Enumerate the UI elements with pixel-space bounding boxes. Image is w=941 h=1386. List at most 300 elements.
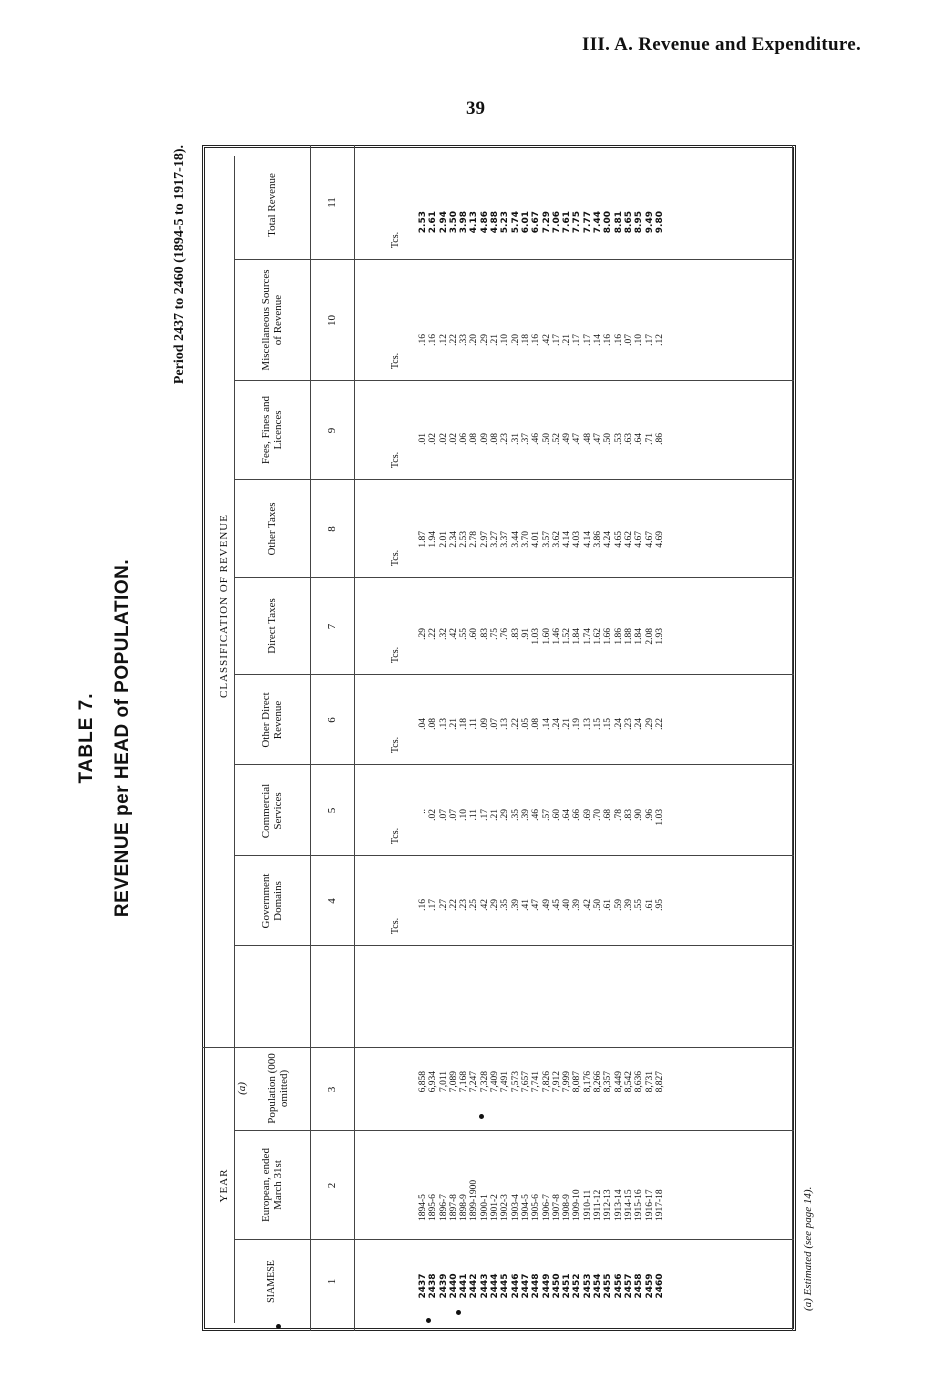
table-cell: 1899-1900 xyxy=(469,1179,480,1221)
table-cell: .59 xyxy=(613,899,624,911)
col-num-4: 4 xyxy=(326,898,338,904)
table-cell: .61 xyxy=(603,899,614,911)
table-cell: .46 xyxy=(531,433,542,445)
speck xyxy=(456,1310,461,1315)
table-cell: 7.61 xyxy=(562,211,573,234)
table-period: Period 2437 to 2460 (1894-5 to 1917-18). xyxy=(172,145,187,385)
table-cell: .86 xyxy=(654,433,665,445)
table-cell: 7,912 xyxy=(551,1071,562,1093)
table-cell: 2448 xyxy=(531,1273,542,1299)
table-cell: .17 xyxy=(644,334,655,346)
table-cell: .08 xyxy=(531,718,542,730)
table-cell: 4.65 xyxy=(613,531,624,548)
table-cell: 7,168 xyxy=(459,1071,470,1093)
table-cell: 1900-1 xyxy=(479,1194,490,1221)
col-num-7: 7 xyxy=(326,623,338,630)
table-cell: 1.84 xyxy=(572,628,583,645)
table-cell: .64 xyxy=(634,433,645,445)
table-cell: 3.98 xyxy=(459,211,470,234)
table-cell: 2452 xyxy=(572,1273,583,1299)
page-number: 39 xyxy=(466,98,485,119)
table-cell: .64 xyxy=(562,809,573,821)
table-cell: .12 xyxy=(654,334,665,346)
speck xyxy=(426,1318,431,1323)
table-cell: .52 xyxy=(551,433,562,445)
table-cell: .91 xyxy=(520,628,531,640)
table-cell: 7,011 xyxy=(438,1071,449,1093)
table-cell: .32 xyxy=(438,628,449,640)
table-cell: .42 xyxy=(541,334,552,346)
table-cell: 1.88 xyxy=(623,628,634,645)
table-cell: .11 xyxy=(469,718,480,730)
table-cell: .15 xyxy=(603,718,614,730)
table-cell: 2.94 xyxy=(438,211,449,234)
table-cell: .25 xyxy=(469,899,480,911)
table-cell: .10 xyxy=(634,334,645,346)
table-cell: .09 xyxy=(479,433,490,445)
table-cell: 2.97 xyxy=(479,531,490,548)
table-cell: 7,657 xyxy=(520,1071,531,1093)
table-cell: .13 xyxy=(582,718,593,730)
table-cell: 4.14 xyxy=(562,531,573,548)
table-cell: 1897-8 xyxy=(448,1194,459,1221)
table-cell: 1.46 xyxy=(551,628,562,645)
table-cell: 6.01 xyxy=(520,211,531,234)
table-cell: 4.69 xyxy=(654,531,665,548)
table-cell: 7,573 xyxy=(510,1071,521,1093)
table-cell: 2453 xyxy=(582,1273,593,1299)
table-cell: 1.03 xyxy=(654,809,665,826)
table-cell: 6,934 xyxy=(428,1071,439,1093)
table-cell: 1910-11 xyxy=(582,1189,593,1221)
table-cell: 1.66 xyxy=(603,628,614,645)
table-cell: .. xyxy=(418,809,428,814)
rotated-table-sheet xyxy=(76,145,814,1331)
col-num-10: 10 xyxy=(326,315,338,326)
table-cell: .07 xyxy=(490,718,501,730)
table-cell: .69 xyxy=(582,809,593,821)
table-cell: .24 xyxy=(551,718,562,730)
table-cell: .90 xyxy=(634,809,645,821)
table-cell: 1.84 xyxy=(634,628,645,645)
col-header-european: European, ended March 31st xyxy=(260,1148,284,1222)
table-cell: 2459 xyxy=(644,1273,655,1299)
table-cell: 3.44 xyxy=(510,531,521,548)
table-cell: 2.08 xyxy=(644,628,655,645)
table-cell: 1903-4 xyxy=(510,1194,521,1221)
table-cell: 2438 xyxy=(428,1273,439,1299)
table-cell: 1.60 xyxy=(541,628,552,645)
table-cell: 3.57 xyxy=(541,531,552,548)
table-cell: .60 xyxy=(469,628,480,640)
table-cell: 8,827 xyxy=(654,1071,665,1093)
table-cell: .22 xyxy=(448,334,459,346)
table-footnote: (a) Estimated (see page 14). xyxy=(802,1186,814,1311)
table-cell: .07 xyxy=(623,334,634,346)
table-cell: 1901-2 xyxy=(490,1194,501,1221)
table-cell: 7.06 xyxy=(551,211,562,234)
table-cell: .02 xyxy=(428,433,439,445)
table-cell: 8.81 xyxy=(613,211,624,234)
col-other-direct-revenue xyxy=(418,718,665,758)
col-fees-fines-licences xyxy=(418,433,665,473)
table-cell: .42 xyxy=(479,899,490,911)
table-cell: 8.00 xyxy=(603,211,614,234)
group-year: YEAR xyxy=(218,1168,230,1203)
table-cell: 2444 xyxy=(490,1273,501,1299)
table-cell: 7,491 xyxy=(500,1071,511,1093)
table-cell: .37 xyxy=(520,433,531,445)
table-cell: 2443 xyxy=(479,1273,490,1299)
table-cell: 4.62 xyxy=(623,531,634,548)
table-cell: 7,999 xyxy=(562,1071,573,1093)
table-cell: .18 xyxy=(520,334,531,346)
table-cell: 3.27 xyxy=(490,531,501,548)
table-cell: 7,409 xyxy=(490,1071,501,1093)
table-cell: .29 xyxy=(490,899,501,911)
table-cell: .13 xyxy=(438,718,449,730)
section-header: III. A. Revenue and Expenditure. xyxy=(582,34,861,55)
unit-col-11: Tcs. xyxy=(390,231,401,249)
table-cell: 1909-10 xyxy=(572,1189,583,1221)
table-cell: 2440 xyxy=(448,1273,459,1299)
table-cell: .39 xyxy=(510,899,521,911)
table-cell: 1908-9 xyxy=(562,1194,573,1221)
table-cell: .41 xyxy=(520,899,531,911)
table-cell: .17 xyxy=(479,809,490,821)
table-cell: .39 xyxy=(520,809,531,821)
table-cell: .50 xyxy=(603,433,614,445)
col-header-commercial-services: Commercial Services xyxy=(260,783,284,839)
table-cell: 1.52 xyxy=(562,628,573,645)
unit-col-9: Tcs. xyxy=(390,451,401,469)
table-cell: 3.86 xyxy=(593,531,604,548)
table-cell: .78 xyxy=(613,809,624,821)
table-cell: .16 xyxy=(428,334,439,346)
table-cell: .09 xyxy=(479,718,490,730)
table-cell: .22 xyxy=(428,628,439,640)
table-cell: .33 xyxy=(459,334,470,346)
table-cell: .47 xyxy=(593,433,604,445)
table-cell: 8,176 xyxy=(582,1071,593,1093)
table-cell: .16 xyxy=(418,899,428,911)
table-cell: 6,858 xyxy=(418,1071,428,1093)
col-direct-taxes xyxy=(418,628,665,668)
table-cell: .01 xyxy=(418,433,428,445)
table-cell: .24 xyxy=(613,718,624,730)
col-num-5: 5 xyxy=(326,807,338,814)
table-cell: 3.62 xyxy=(551,531,562,548)
table-cell: .45 xyxy=(551,899,562,911)
table-cell: 1916-17 xyxy=(644,1189,655,1221)
table-cell: .04 xyxy=(418,718,428,730)
table-cell: .22 xyxy=(510,718,521,730)
population-note: (a) xyxy=(236,1082,248,1095)
table-cell: .53 xyxy=(613,433,624,445)
table-cell: .39 xyxy=(623,899,634,911)
table-cell: .16 xyxy=(613,334,624,346)
table-cell: .40 xyxy=(562,899,573,911)
table-cell: .15 xyxy=(593,718,604,730)
table-cell: .02 xyxy=(428,809,439,821)
table-cell: 2.61 xyxy=(428,211,439,234)
table-cell: .02 xyxy=(448,433,459,445)
table-cell: .42 xyxy=(448,628,459,640)
unit-col-6: Tcs. xyxy=(390,736,401,754)
table-cell: .17 xyxy=(551,334,562,346)
table-cell: .07 xyxy=(438,809,449,821)
table-cell: 5.74 xyxy=(510,211,521,234)
table-cell: .23 xyxy=(500,433,511,445)
col-commercial-services xyxy=(418,809,665,849)
col-header-fees-fines-licences: Fees, Fines and Licences xyxy=(260,395,284,465)
table-cell: 1907-8 xyxy=(551,1194,562,1221)
table-cell: .35 xyxy=(510,809,521,821)
col-government-domains xyxy=(418,899,665,939)
table-cell: .18 xyxy=(459,718,470,730)
table-cell: .08 xyxy=(428,718,439,730)
col-header-other-taxes: Other Taxes xyxy=(266,502,278,556)
table-cell: .20 xyxy=(510,334,521,346)
table-cell: 2445 xyxy=(500,1273,511,1299)
table-cell: 2442 xyxy=(469,1273,480,1299)
table-cell: .21 xyxy=(448,718,459,730)
table-cell: 2447 xyxy=(520,1273,531,1299)
table-cell: 2450 xyxy=(551,1273,562,1299)
table-cell: .21 xyxy=(562,334,573,346)
table-cell: 8,636 xyxy=(634,1071,645,1093)
group-classification: CLASSIFICATION OF REVENUE xyxy=(218,514,230,698)
table-cell: 1896-7 xyxy=(438,1194,449,1221)
table-cell: .35 xyxy=(500,899,511,911)
table-cell: .08 xyxy=(490,433,501,445)
table-cell: 4.01 xyxy=(531,531,542,548)
table-cell: 2449 xyxy=(541,1273,552,1299)
table-cell: 7,328 xyxy=(479,1071,490,1093)
table-cell: .07 xyxy=(448,809,459,821)
table-cell: 2.53 xyxy=(418,211,428,234)
table-cell: .71 xyxy=(644,433,655,445)
table-cell: 2454 xyxy=(593,1273,604,1299)
col-misc-sources xyxy=(418,334,665,374)
table-cell: .55 xyxy=(634,899,645,911)
col-num-6: 6 xyxy=(326,717,338,723)
col-header-siamese: SIAMESE xyxy=(266,1260,277,1303)
table-cell: .31 xyxy=(510,433,521,445)
table-cell: 2.78 xyxy=(469,531,480,548)
table-cell: .22 xyxy=(654,718,665,730)
col-header-direct-taxes: Direct Taxes xyxy=(266,598,278,654)
table-cell: 1915-16 xyxy=(634,1189,645,1221)
table-cell: .29 xyxy=(418,628,428,640)
col-num-9: 9 xyxy=(326,427,338,434)
table-cell: .46 xyxy=(531,809,542,821)
table-cell: .21 xyxy=(490,334,501,346)
table-cell: .68 xyxy=(603,809,614,821)
table-cell: .21 xyxy=(562,718,573,730)
table-cell: 7.44 xyxy=(593,211,604,234)
table-cell: 2439 xyxy=(438,1273,449,1299)
table-cell: 8.95 xyxy=(634,211,645,234)
table-cell: 8,731 xyxy=(644,1071,655,1093)
table-cell: .39 xyxy=(572,899,583,911)
table-cell: 2457 xyxy=(623,1273,634,1299)
table-cell: .27 xyxy=(438,899,449,911)
speck xyxy=(479,1114,484,1119)
table-cell: .24 xyxy=(634,718,645,730)
table-cell: 1.87 xyxy=(418,531,428,548)
table-cell: .13 xyxy=(500,718,511,730)
table-cell: .29 xyxy=(644,718,655,730)
table-cell: 1917-18 xyxy=(654,1189,665,1221)
table-cell: 2.01 xyxy=(438,531,449,548)
table-cell: 7,741 xyxy=(531,1071,542,1093)
table-cell: 2441 xyxy=(459,1273,470,1299)
table-cell: .63 xyxy=(623,433,634,445)
table-cell: .10 xyxy=(500,334,511,346)
table-cell: .95 xyxy=(654,899,665,911)
table-cell: 5.23 xyxy=(500,211,511,234)
table-cell: 7.77 xyxy=(582,211,593,234)
table-cell: .21 xyxy=(490,809,501,821)
table-subtitle: REVENUE per HEAD of POPULATION. xyxy=(112,558,133,918)
table-cell: 1914-15 xyxy=(623,1189,634,1221)
col-header-population: Population (000 omitted) xyxy=(266,1053,290,1124)
table-cell: .47 xyxy=(531,899,542,911)
table-cell: .14 xyxy=(593,334,604,346)
table-cell: .17 xyxy=(582,334,593,346)
table-cell: .19 xyxy=(572,718,583,730)
table-cell: .23 xyxy=(459,899,470,911)
speck xyxy=(276,1324,281,1329)
table-cell: .14 xyxy=(541,718,552,730)
table-cell: .57 xyxy=(541,809,552,821)
table-cell: 4.67 xyxy=(644,531,655,548)
table-cell: .49 xyxy=(562,433,573,445)
table-cell: 4.13 xyxy=(469,211,480,234)
table-cell: .16 xyxy=(531,334,542,346)
table-cell: .29 xyxy=(479,334,490,346)
table-cell: 7,247 xyxy=(469,1071,480,1093)
table-cell: .75 xyxy=(490,628,501,640)
table-cell: 1911-12 xyxy=(593,1189,604,1221)
unit-col-4: Tcs. xyxy=(390,917,401,935)
table-cell: 4.24 xyxy=(603,531,614,548)
table-cell: 4.67 xyxy=(634,531,645,548)
col-num-8: 8 xyxy=(326,526,338,532)
col-population xyxy=(418,1071,665,1121)
table-cell: 8,542 xyxy=(623,1071,634,1093)
table-cell: 1913-14 xyxy=(613,1189,624,1221)
table-cell: .83 xyxy=(479,628,490,640)
table-cell: 2437 xyxy=(418,1273,428,1299)
table-cell: 3.50 xyxy=(448,211,459,234)
table-cell: .20 xyxy=(469,334,480,346)
table-cell: 9.80 xyxy=(654,211,665,234)
table-cell: 2458 xyxy=(634,1273,645,1299)
col-header-total-revenue: Total Revenue xyxy=(266,173,278,237)
table-cell: 1.03 xyxy=(531,628,542,645)
table-cell: 1905-6 xyxy=(531,1194,542,1221)
table-cell: 1906-7 xyxy=(541,1194,552,1221)
table-cell: 9.49 xyxy=(644,211,655,234)
table-cell: 8,087 xyxy=(572,1071,583,1093)
table-cell: .22 xyxy=(448,899,459,911)
table-cell: .29 xyxy=(500,809,511,821)
table-cell: 1.74 xyxy=(582,628,593,645)
col-other-taxes xyxy=(418,531,665,571)
table-cell: 6.67 xyxy=(531,211,542,234)
table-cell: .10 xyxy=(459,809,470,821)
table-cell: 2460 xyxy=(654,1273,665,1299)
table-cell: .11 xyxy=(469,809,480,821)
col-header-government-domains: Government Domains xyxy=(260,873,284,929)
unit-col-8: Tcs. xyxy=(390,549,401,567)
table-cell: 4.03 xyxy=(572,531,583,548)
table-cell: 2451 xyxy=(562,1273,573,1299)
table-cell: .48 xyxy=(582,433,593,445)
table-cell: 7.29 xyxy=(541,211,552,234)
table-cell: 3.70 xyxy=(520,531,531,548)
unit-col-5: Tcs. xyxy=(390,827,401,845)
table-cell: 1.94 xyxy=(428,531,439,548)
table-cell: 3.37 xyxy=(500,531,511,548)
col-siamese xyxy=(418,1261,665,1311)
table-cell: 1902-3 xyxy=(500,1194,511,1221)
table-cell: 1904-5 xyxy=(520,1194,531,1221)
table-cell: 1.86 xyxy=(613,628,624,645)
col-num-11: 11 xyxy=(326,197,338,208)
table-cell: 2446 xyxy=(510,1273,521,1299)
table-cell: .96 xyxy=(644,809,655,821)
table-cell: .47 xyxy=(572,433,583,445)
table-cell: 8,449 xyxy=(613,1071,624,1093)
table-cell: 2.34 xyxy=(448,531,459,548)
table-cell: .08 xyxy=(469,433,480,445)
table-cell: 4.14 xyxy=(582,531,593,548)
col-num-1: 1 xyxy=(326,1278,338,1285)
table-cell: 7,826 xyxy=(541,1071,552,1093)
table-cell: .60 xyxy=(551,809,562,821)
table-cell: .50 xyxy=(541,433,552,445)
table-cell: .02 xyxy=(438,433,449,445)
col-total-revenue xyxy=(418,211,665,253)
table-cell: 7,089 xyxy=(448,1071,459,1093)
table-cell: .23 xyxy=(623,718,634,730)
col-header-other-direct-revenue: Other Direct Revenue xyxy=(260,692,284,748)
table-cell: 1894-5 xyxy=(418,1194,428,1221)
table-cell: .42 xyxy=(582,899,593,911)
table-cell: 8.65 xyxy=(623,211,634,234)
table-cell: .83 xyxy=(623,809,634,821)
table-cell: .55 xyxy=(459,628,470,640)
table-cell: .06 xyxy=(459,433,470,445)
unit-col-7: Tcs. xyxy=(390,646,401,664)
table-title: TABLE 7. xyxy=(76,692,97,784)
col-header-misc-sources: Miscellaneous Sources of Revenue xyxy=(260,269,284,371)
table-cell: .66 xyxy=(572,809,583,821)
table-cell: 1.62 xyxy=(593,628,604,645)
table-cell: 2455 xyxy=(603,1273,614,1299)
table-cell: .12 xyxy=(438,334,449,346)
table-cell: 4.86 xyxy=(479,211,490,234)
table-cell: 1895-6 xyxy=(428,1194,439,1221)
table-cell: .49 xyxy=(541,899,552,911)
table-cell: .76 xyxy=(500,628,511,640)
col-num-3: 3 xyxy=(326,1086,338,1093)
table-cell: 7.75 xyxy=(572,211,583,234)
table-cell: .16 xyxy=(603,334,614,346)
